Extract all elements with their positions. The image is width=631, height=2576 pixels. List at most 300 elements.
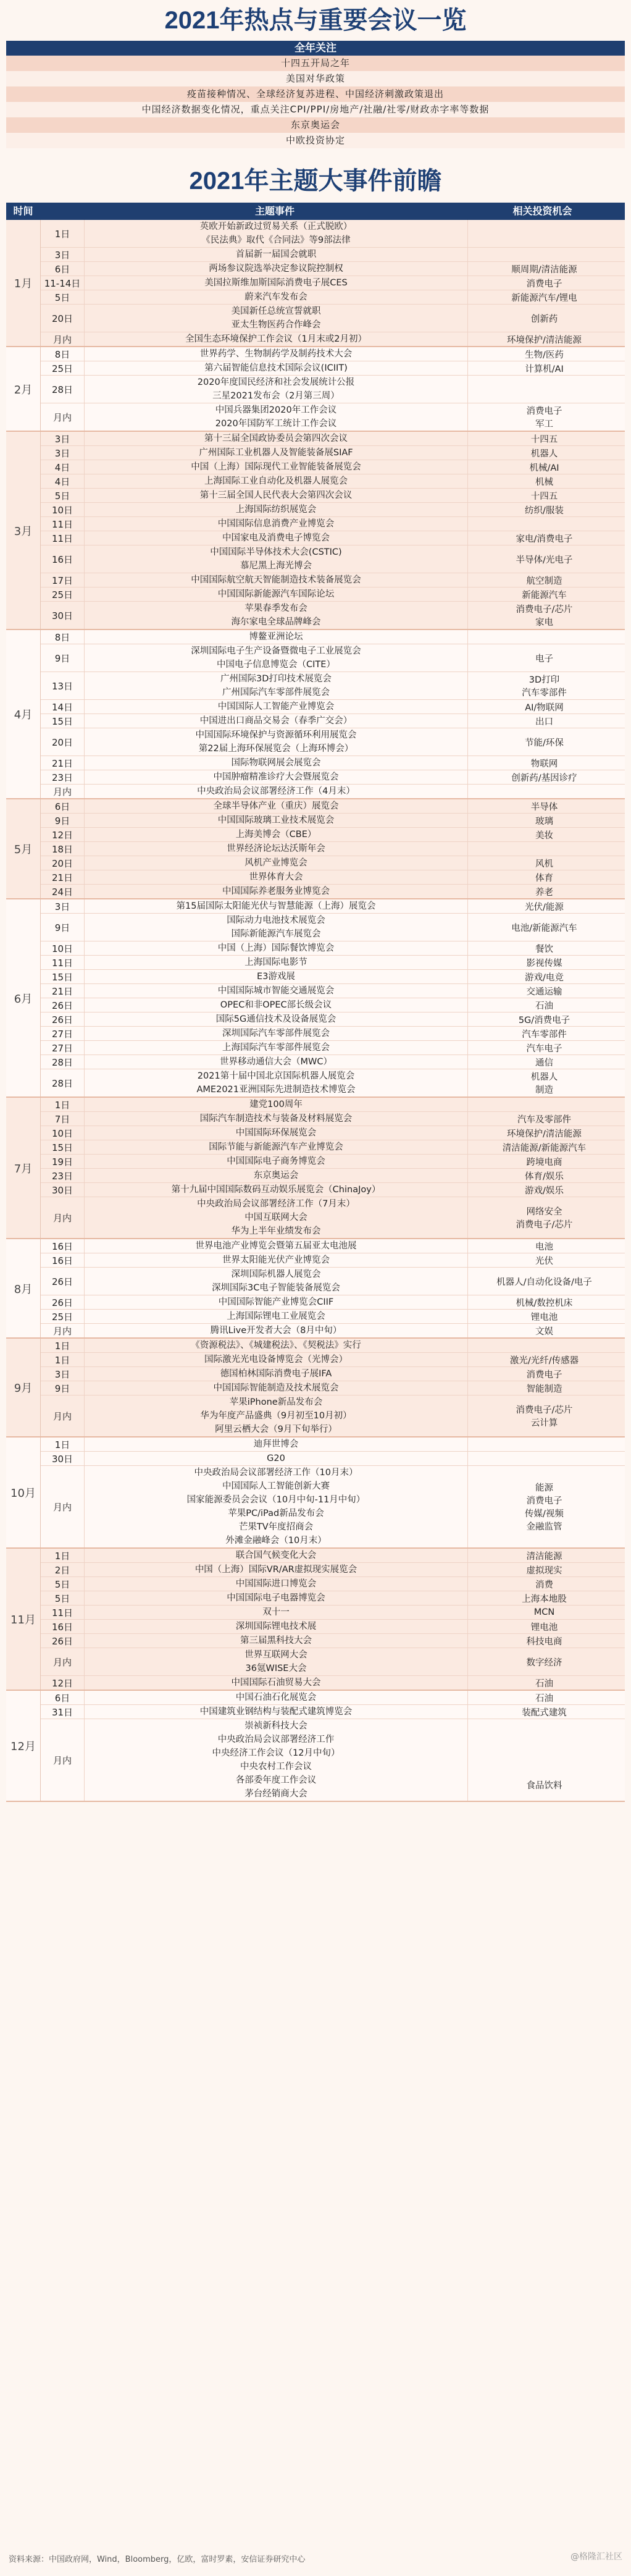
table-row (41, 870, 625, 885)
event-name: OPEC和非OPEC部长级会议 (220, 1000, 332, 1010)
event-date: 1日 (41, 1353, 85, 1366)
investment-sector: 节能/环保 (525, 738, 564, 748)
event-date: 3日 (41, 446, 85, 460)
event-name: 全球半导体产业（重庆）展览会 (213, 801, 339, 811)
events-title: 2021年主题大事件前瞻 (189, 167, 442, 195)
event-date: 1日 (41, 220, 85, 247)
event-date: 19日 (41, 1155, 85, 1168)
investment-sector: 环境保护/清洁能源 (507, 1129, 582, 1139)
event-name: 《民法典》取代《合同法》等9部法律 (201, 235, 351, 245)
investment-sector: 半导体 (530, 802, 558, 812)
event-name: 腾讯Live开发者大会（8月中旬） (210, 1326, 342, 1336)
event-name: E3游戏展 (257, 972, 295, 982)
investment-sector: 装配式建筑 (522, 1707, 567, 1718)
event-name: 苹果iPhone新品发布会 (229, 1397, 323, 1407)
month-label: 6月 (6, 899, 41, 1096)
table-row (41, 672, 625, 700)
event-name: 中国国际半导体技术大会(CSTIC) (210, 547, 342, 557)
event-name: 深圳国际锂电技术展 (235, 1622, 317, 1631)
table-row (41, 714, 625, 728)
investment-sector: 消费电子 (526, 279, 562, 289)
table-row (41, 1466, 625, 1547)
event-date: 月内 (41, 1466, 85, 1547)
focus-item: 中欧投资协定 (6, 133, 625, 148)
month-label: 7月 (6, 1098, 41, 1238)
event-date: 26日 (41, 1012, 85, 1026)
investment-sector (468, 517, 621, 531)
investment-sector (468, 785, 621, 798)
table-row (41, 446, 625, 460)
event-name: 亚太生物医药合作峰会 (231, 320, 321, 330)
investment-sector (468, 1452, 621, 1465)
investment-sector: 计算机/AI (525, 364, 564, 374)
event-name: 上海国际锂电工业展览会 (227, 1311, 325, 1321)
event-name: 国家能源委员会会议（10月中旬-11月中旬） (186, 1495, 366, 1505)
month-block (6, 1098, 625, 1239)
event-name: 中国国际养老服务业博览会 (222, 886, 330, 896)
event-name: 中国互联网大会 (244, 1213, 307, 1223)
table-row (41, 1591, 625, 1606)
investment-sector: 养老 (535, 887, 553, 898)
event-name: 蔚来汽车发布会 (244, 292, 307, 302)
month-label: 5月 (6, 799, 41, 898)
event-name: 世界太阳能光伏产业博览会 (222, 1255, 330, 1265)
event-date: 10日 (41, 503, 85, 516)
event-name: 国际汽车制造技术与装备及材料展览会 (199, 1114, 353, 1124)
investment-sector (468, 248, 621, 261)
event-name: 2020年国防军工统计工作会议 (215, 419, 337, 429)
event-date: 30日 (41, 1183, 85, 1197)
event-name: 中国国际信息消费产业博览会 (217, 519, 335, 529)
investment-sector: 消费电子/芯片 云计算 (516, 1405, 573, 1428)
table-row (41, 1055, 625, 1069)
focus-title: 2021年热点与重要会议一览 (164, 7, 467, 34)
table-row (41, 1381, 625, 1395)
investment-sector: 3D打印 汽车零部件 (522, 675, 567, 698)
event-date: 9日 (41, 1381, 85, 1395)
table-row (41, 941, 625, 956)
event-name: 建党100周年 (249, 1100, 303, 1109)
event-name: 外滩金融峰会（10月末） (225, 1536, 327, 1546)
event-name: G20 (267, 1454, 285, 1463)
event-date: 16日 (41, 1239, 85, 1253)
investment-sector (468, 220, 621, 247)
event-date: 9日 (41, 644, 85, 671)
event-name: 深圳国际3C电子智能装备展览会 (212, 1283, 340, 1293)
table-row (41, 1239, 625, 1253)
month-label: 1月 (6, 220, 41, 346)
investment-sector: 出口 (535, 717, 553, 727)
table-row (41, 856, 625, 870)
investment-sector: 体育 (535, 873, 553, 883)
investment-sector: 通信 (535, 1058, 553, 1068)
investment-sector: 汽车电子 (526, 1043, 562, 1054)
table-row (41, 361, 625, 376)
table-row (41, 970, 625, 984)
month-block (6, 347, 625, 432)
table-row (41, 1577, 625, 1591)
investment-sector: 新能源汽车/锂电 (511, 293, 577, 303)
investment-sector (468, 376, 621, 403)
event-name: 中国国际进口博览会 (235, 1579, 317, 1589)
event-name: 各部委年度工作会议 (235, 1775, 317, 1785)
event-name: 上海国际汽车零部件展览会 (222, 1043, 330, 1053)
table-row (41, 728, 625, 756)
investment-sector: 环境保护/清洁能源 (507, 335, 582, 345)
event-date: 3日 (41, 432, 85, 445)
table-row (41, 276, 625, 290)
investment-sector: 科技电商 (526, 1636, 562, 1647)
focus-item: 美国对华政策 (6, 71, 625, 86)
event-date: 11日 (41, 956, 85, 969)
table-row (41, 1339, 625, 1353)
table-row (41, 587, 625, 602)
investment-sector (468, 1437, 621, 1451)
event-name: 中国石油石化展览会 (235, 1693, 317, 1703)
event-name: 第六届智能信息技术国际会议(ICIIT) (204, 363, 348, 373)
event-date: 4日 (41, 460, 85, 474)
table-row (41, 573, 625, 587)
event-name: 崇祯新科技大会 (244, 1721, 307, 1731)
table-row (41, 885, 625, 898)
investment-sector: 石油 (535, 1001, 553, 1011)
table-row (41, 1691, 625, 1705)
event-name: 东京奥运会 (253, 1171, 299, 1181)
investment-sector: 体育/娱乐 (525, 1171, 564, 1182)
event-date: 6日 (41, 262, 85, 276)
event-name: 世界药学、生物制药学及制药技术大会 (199, 349, 353, 359)
event-date: 10日 (41, 1126, 85, 1140)
event-date: 月内 (41, 1324, 85, 1337)
event-name: 中国肿瘤精准诊疗大会暨展览会 (213, 772, 339, 782)
event-name: 世界经济论坛达沃斯年会 (227, 844, 325, 854)
event-name: 中国国际智能制造及技术展览会 (213, 1383, 339, 1393)
event-name: 中国国际环保展览会 (235, 1128, 317, 1138)
table-row (41, 630, 625, 644)
event-date: 20日 (41, 856, 85, 870)
investment-sector: 机器人/自动化设备/电子 (496, 1277, 592, 1287)
table-row (41, 1253, 625, 1268)
event-name: 中央经济工作会议（12月中旬） (212, 1748, 340, 1758)
event-name: 上海国际电影节 (244, 958, 307, 967)
investment-sector: 光伏 (535, 1256, 553, 1266)
event-date: 27日 (41, 1027, 85, 1040)
event-date: 5日 (41, 1577, 85, 1591)
month-block (6, 799, 625, 899)
event-name: 中国（上海）国际VR/AR虚拟现实展览会 (194, 1565, 357, 1575)
table-row (41, 799, 625, 814)
event-date: 月内 (41, 1648, 85, 1675)
event-name: 国际激光光电设备博览会（光博会） (204, 1355, 348, 1365)
event-name: 阿里云栖大会（9月下旬举行） (215, 1425, 337, 1434)
investment-sector (468, 1098, 621, 1111)
event-name: 中国家电及消费电子博览会 (222, 533, 330, 543)
table-row (41, 1367, 625, 1381)
event-name: 第15届国际太阳能光伏与智慧能源（上海）展览会 (176, 901, 376, 911)
event-name: 广州国际汽车零部件展览会 (222, 688, 330, 697)
event-date: 月内 (41, 1197, 85, 1238)
investment-sector: 汽车零部件 (522, 1029, 567, 1040)
event-date: 16日 (41, 545, 85, 573)
investment-sector: 电池/新能源汽车 (511, 923, 577, 933)
investment-sector: 清洁能源/新能源汽车 (502, 1143, 587, 1153)
event-date: 25日 (41, 1310, 85, 1323)
investment-sector: 游戏/娱乐 (525, 1185, 564, 1196)
table-row (41, 347, 625, 361)
event-name: 中央政治局会议部署经济工作（10月末） (194, 1468, 358, 1478)
event-name: 英欧开始新政过贸易关系（正式脱欧） (199, 222, 353, 232)
watermark: @格隆汇社区 (570, 2552, 622, 2562)
event-date: 3日 (41, 899, 85, 913)
event-date: 14日 (41, 700, 85, 713)
event-name: 上海国际工业自动化及机器人展览会 (204, 476, 348, 486)
event-date: 31日 (41, 1705, 85, 1719)
investment-sector: 激光/光纤/传感器 (509, 1355, 579, 1366)
event-name: 中国国际新能源汽车国际论坛 (217, 589, 335, 599)
event-name: 国际动力电池技术展览会 (227, 915, 325, 925)
investment-sector: 跨境电商 (526, 1157, 562, 1168)
event-date: 11日 (41, 1606, 85, 1619)
investment-sector: 智能制造 (526, 1384, 562, 1394)
event-name: 国际5G通信技术及设备展览会 (215, 1014, 336, 1024)
event-date: 24日 (41, 885, 85, 898)
table-row (41, 842, 625, 856)
event-date: 4日 (41, 474, 85, 488)
header-time: 时间 (13, 205, 33, 217)
event-name: 华为年度产品盛典（9月初至10月初） (200, 1411, 352, 1421)
table-row (41, 248, 625, 262)
event-name: AME2021亚洲国际先进制造技术博览会 (196, 1085, 356, 1095)
event-name: 三星2021发布会（2月第三周） (212, 391, 340, 401)
table-row (41, 1620, 625, 1634)
table-row (41, 1268, 625, 1295)
investment-sector (468, 842, 621, 856)
month-block (6, 220, 625, 347)
investment-sector: 虚拟现实 (526, 1565, 562, 1576)
month-label: 12月 (6, 1691, 41, 1801)
table-row (41, 1112, 625, 1126)
month-block (6, 1437, 625, 1549)
table-row (41, 828, 625, 842)
table-row (41, 1169, 625, 1183)
event-date: 2日 (41, 1563, 85, 1576)
event-name: 苹果春季发布会 (244, 604, 307, 613)
event-date: 6日 (41, 799, 85, 813)
table-row (41, 517, 625, 531)
table-row (41, 956, 625, 970)
table-row (41, 1295, 625, 1310)
month-label: 3月 (6, 432, 41, 629)
event-name: 中国国际城市智能交通展览会 (217, 986, 335, 996)
event-name: 中国国际智能产业博览会CIIF (218, 1297, 334, 1307)
header-event: 主题事件 (254, 205, 295, 217)
event-name: 第十三届全国政协委员会第四次会议 (204, 434, 348, 444)
event-date: 25日 (41, 587, 85, 601)
header-sector: 相关投资机会 (512, 205, 572, 217)
event-name: 博鳌亚洲论坛 (249, 632, 303, 642)
investment-sector: 能源 消费电子 传媒/视频 金融监管 (525, 1483, 564, 1532)
month-label: 11月 (6, 1549, 41, 1690)
event-name: 国际节能与新能源汽车产业博览会 (209, 1142, 343, 1152)
event-date: 1日 (41, 1437, 85, 1451)
investment-sector: 创新药/基因诊疗 (511, 773, 577, 783)
event-name: 第十九届中国国际数码互动娱乐展览会（ChinaJoy） (171, 1185, 381, 1195)
month-block (6, 1691, 625, 1802)
table-row (41, 474, 625, 489)
month-block (6, 432, 625, 630)
table-row (41, 756, 625, 770)
month-block (6, 1549, 625, 1691)
investment-sector (468, 630, 621, 644)
month-block (6, 1239, 625, 1339)
event-date: 30日 (41, 602, 85, 629)
investment-sector: 餐饮 (535, 944, 553, 954)
event-name: 华为上半年业绩发布会 (231, 1226, 321, 1236)
event-date: 1日 (41, 1339, 85, 1352)
event-date: 27日 (41, 1041, 85, 1054)
event-date: 21日 (41, 984, 85, 998)
month-block (6, 899, 625, 1098)
event-name: 慕尼黑上海光博会 (240, 561, 312, 571)
event-date: 8日 (41, 347, 85, 361)
focus-item: 中国经济数据变化情况，重点关注CPI/PPI/房地产/社融/社零/财政赤字率等数据 (6, 102, 625, 117)
event-name: 联合国气候变化大会 (235, 1551, 317, 1560)
event-date: 16日 (41, 1620, 85, 1633)
investment-sector: 纺织/服装 (525, 505, 564, 516)
investment-sector: 锂电池 (530, 1622, 558, 1633)
table-row (41, 1183, 625, 1197)
table-row (41, 1027, 625, 1041)
table-row (41, 1563, 625, 1577)
event-date: 28日 (41, 1055, 85, 1069)
table-row (41, 1606, 625, 1620)
table-row (41, 1126, 625, 1140)
investment-sector: 机械/AI (529, 463, 559, 473)
event-name: 中国国际航空航天智能制造技术装备展览会 (191, 575, 361, 585)
focus-list (6, 56, 625, 148)
event-date: 26日 (41, 1295, 85, 1309)
event-name: 深圳国际机器人展览会 (231, 1269, 321, 1279)
source-note: 资料来源：中国政府网，Wind，Bloomberg，亿欧，富时罗素，安信证券研究中心 (9, 2555, 306, 2564)
event-date: 28日 (41, 1069, 85, 1096)
event-name: 全国生态环境保护工作会议（1月末或2月初） (185, 334, 367, 344)
event-name: 中央政治局会议部署经济工作（7月末） (197, 1199, 355, 1209)
event-name: 中央政治局会议部署经济工作 (217, 1735, 335, 1745)
table-row (41, 914, 625, 941)
focus-item: 十四五开局之年 (6, 56, 625, 71)
investment-sector: 5G/消费电子 (518, 1015, 570, 1025)
investment-sector: 十四五 (530, 491, 558, 502)
table-row (41, 332, 625, 346)
investment-sector: 汽车及零部件 (517, 1114, 571, 1125)
event-name: 世界移动通信大会（MWC） (220, 1057, 332, 1067)
investment-sector: 电池 (535, 1242, 553, 1252)
investment-sector: MCN (533, 1607, 555, 1617)
table-row (41, 531, 625, 545)
investment-sector: 生物/医药 (525, 350, 564, 360)
table-row (41, 1634, 625, 1648)
event-date: 21日 (41, 756, 85, 770)
event-date: 11日 (41, 517, 85, 531)
table-row (41, 1719, 625, 1801)
event-date: 12日 (41, 1676, 85, 1690)
event-date: 26日 (41, 1268, 85, 1295)
event-date: 30日 (41, 1452, 85, 1465)
event-name: 茅台经销商大会 (244, 1789, 307, 1799)
investment-sector: 石油 (535, 1678, 553, 1689)
event-name: 世界体育大会 (249, 872, 303, 882)
event-name: 中国国际电子商务博览会 (227, 1156, 325, 1166)
investment-sector: 游戏/电竞 (525, 972, 564, 983)
investment-sector: 消费 (535, 1580, 553, 1590)
event-name: 第三届黑科技大会 (240, 1636, 312, 1646)
investment-sector: 食品饮料 (526, 1780, 562, 1791)
investment-sector: 网络安全 消费电子/芯片 (516, 1207, 573, 1230)
month-label: 8月 (6, 1239, 41, 1337)
table-row (41, 290, 625, 305)
investment-sector: 十四五 (530, 434, 558, 445)
event-name: 首届新一届国会就职 (235, 250, 317, 259)
event-name: 深圳国际电子生产设备暨微电子工业展览会 (191, 646, 361, 656)
focus-item: 东京奥运会 (6, 117, 625, 133)
event-name: 第十三届全国人民代表大会第四次会议 (199, 490, 353, 500)
table-row (41, 1395, 625, 1436)
event-date: 5日 (41, 1591, 85, 1605)
event-date: 3日 (41, 248, 85, 261)
event-name: 中国进出口商品交易会（春季广交会） (199, 716, 353, 726)
event-date: 5日 (41, 290, 85, 304)
month-label: 10月 (6, 1437, 41, 1547)
investment-sector: 创新药 (530, 314, 558, 324)
table-row (41, 1041, 625, 1055)
table-row (41, 1140, 625, 1155)
event-date: 18日 (41, 842, 85, 856)
event-name: 第22届上海环保展览会（上海环博会） (198, 744, 354, 754)
month-label: 9月 (6, 1339, 41, 1436)
table-row (41, 1549, 625, 1563)
event-name: 中国国际人工智能产业博览会 (217, 702, 335, 712)
table-row (41, 403, 625, 431)
month-label: 2月 (6, 347, 41, 431)
event-date: 16日 (41, 1253, 85, 1267)
investment-sector: 美妆 (535, 830, 553, 841)
table-row (41, 602, 625, 629)
events-table (6, 220, 625, 1802)
investment-sector: 机器人 (530, 448, 558, 459)
month-label: 4月 (6, 630, 41, 798)
table-row (41, 489, 625, 503)
event-date: 6日 (41, 1691, 85, 1704)
table-row (41, 1012, 625, 1027)
investment-sector: 半导体/光电子 (516, 555, 573, 565)
table-row (41, 1310, 625, 1324)
event-name: 中国兵器集团2020年工作会议 (215, 405, 337, 415)
event-name: 中国国际环境保护与资源循环利用展览会 (195, 730, 357, 740)
event-date: 23日 (41, 770, 85, 784)
event-name: 两场参议院选举决定参议院控制权 (209, 264, 343, 274)
investment-sector: 物联网 (530, 759, 558, 769)
investment-sector: 交通运输 (526, 987, 562, 997)
header-date (40, 203, 83, 220)
event-name: 国际物联网展会展览会 (231, 758, 321, 768)
event-date: 月内 (41, 332, 85, 346)
investment-sector: 顺周期/清洁能源 (511, 264, 577, 275)
event-name: 中国（上海）国际餐饮博览会 (217, 943, 335, 953)
table-row (41, 814, 625, 828)
investment-sector: 玻璃 (535, 816, 553, 827)
event-date: 21日 (41, 870, 85, 884)
event-name: 中国电子信息博览会（CITE） (217, 660, 335, 670)
